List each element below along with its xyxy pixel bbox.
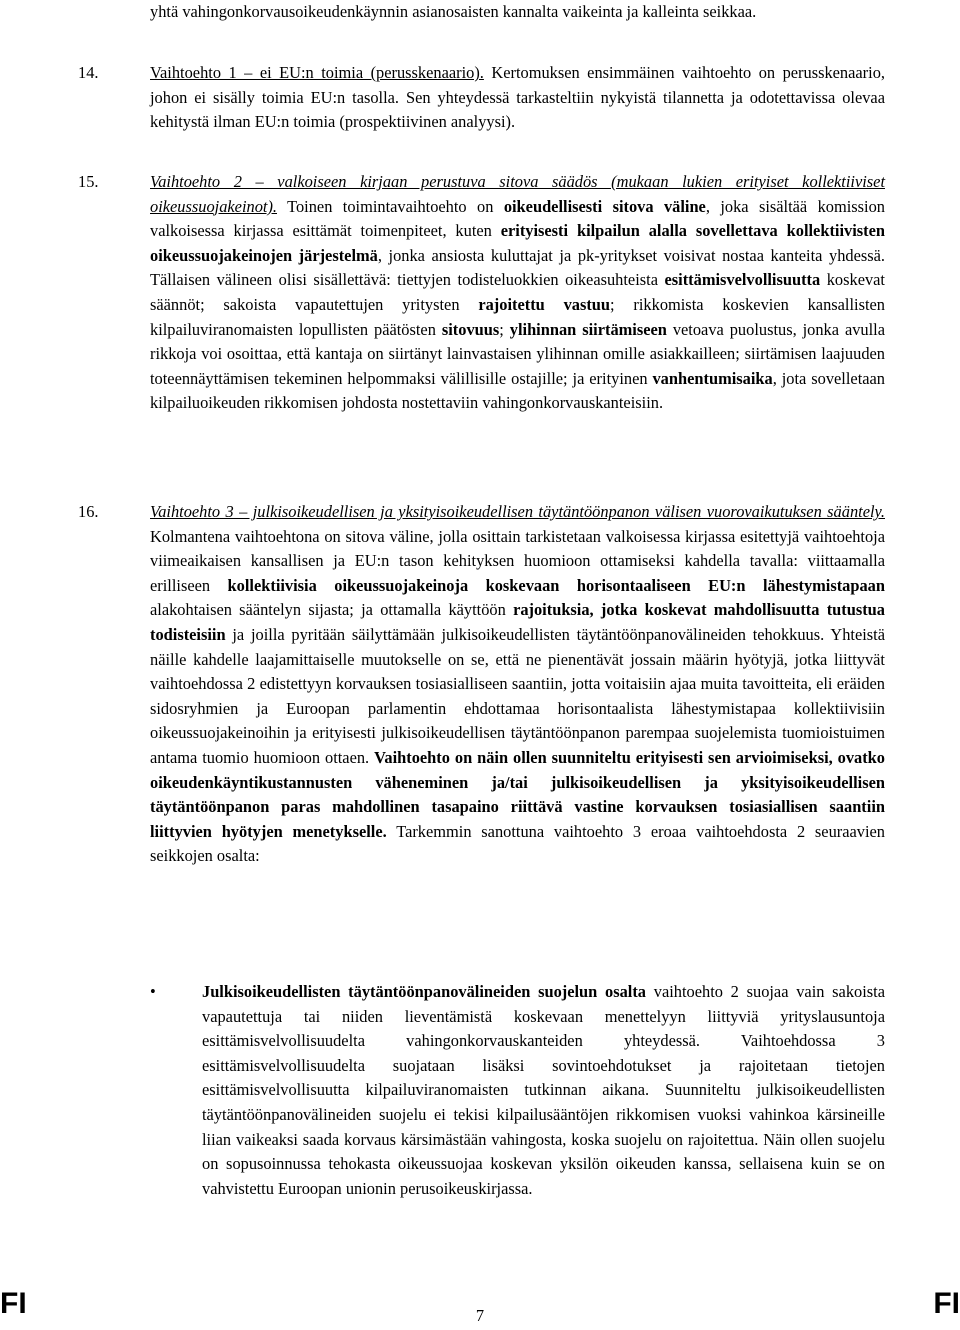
paragraph-heading: Vaihtoehto 3 – julkisoikeudellisen ja yksityisoikeudellisen täytäntöönpanon välisen vuorovaikutuksen sääntely. [150, 502, 885, 521]
bold-term: erityisesti kilpailun alalla sovellettava kollektiivisten oikeussuojakeinojen järjestelmä [150, 221, 885, 265]
text-segment: koskevat säännöt; sakoista vapautettujen yritysten [150, 270, 885, 314]
text-segment: Tarkemmin sanottuna vaihtoehto 3 eroaa vaihtoehdosta 2 seuraavien seikkojen osalta: [150, 821, 885, 866]
text-segment: Toinen toimintavaihtoehto on [277, 196, 504, 216]
bold-term: sitovuus [441, 319, 500, 339]
text-segment: , joka sisältää komission valkoisessa kirjassa esittämät toimenpiteet, kuten [150, 196, 886, 241]
bold-term: Vaihtoehto on näin ollen suunniteltu erityisesti sen arvioimiseksi, ovatko oikeudenkäyntikustannusten väheneminen ja/tai julkisoikeudellisen ja yksityisoikeudellisen täytäntöönpanon paras mahdollinen tasapaino riittävä vastine korvauksen tosiasiallisen saantiin liittyvien hyötyjen menetykselle. [150, 747, 885, 841]
text-segment: alakohtaisen sääntelyn sijasta; ja ottamalla käyttöön [150, 600, 514, 620]
bold-term: Julkisoikeudellisten täytäntöönpanovälineiden suojelun osalta [202, 982, 647, 1001]
bold-term: esittämisvelvollisuutta [664, 270, 821, 290]
paragraph-body [150, 500, 885, 869]
intro-paragraph: yhtä vahingonkorvausoikeudenkäynnin asianosaisten kannalta vaikeinta ja kalleinta seikkaa. [150, 2, 757, 21]
bold-term: rajoituksia, jotka koskevat mahdollisuutta tutustua todisteisiin [150, 600, 885, 644]
paragraph-text: Kertomuksen ensimmäinen vaihtoehto on perusskenaario, johon ei sisälly toimia EU:n tasolla. Sen yhteydessä tarkasteltiin nykyistä tilannetta ja odotettavissa olevaa kehitystä ilman EU:n toimia (prospektiivinen analyysi). [150, 63, 885, 132]
paragraph-number: 15. [78, 172, 99, 191]
paragraph-body [150, 61, 885, 135]
text-segment: vaihtoehto 2 suojaa vain sakoista vapautettuja tai niiden lieventämistä koskevaan menettelyyn liittyviä yrityslausuntoja esittämisvelvollisuudelta vahingonkorvauskanteiden yhteydessä. Vaihtoehdossa 3 esittämisvelvollisuudelta suojataan lisäksi sovintoehdotukset ja rajoitetaan tietojen esittämisvelvollisuutta kilpailuviranomaisten tutkinnan aikana. Suunniteltu julkisoikeudellisten täytäntöönpanovälineiden suojelu ei tekisi kilpailusääntöjen rikkomisen vuoksi vahinkoa kärsineille liian vaikeaksi saada korvaus kärsimästään vahingosta, koska suojelu on rajoitettua. Näin ollen suojelu on sopusoinnussa tehokasta oikeussuojaa koskevan yksilön oikeuden kanssa, sellaisena kuin se on vahvistettu Euroopan unionin perusoikeuskirjassa. [202, 982, 885, 1198]
paragraph-number: 14. [78, 63, 99, 82]
paragraph-heading: Vaihtoehto 1 – ei EU:n toimia (perusskenaario). [150, 63, 484, 82]
page-number: 7 [475, 1306, 485, 1325]
bold-term: kollektiivisia oikeussuojakeinoja koskevaan horisontaaliseen EU:n lähestymistapaan [227, 575, 885, 595]
text-segment: ja joilla pyritään säilyttämään julkisoikeudellisten täytäntöönpanovälineiden tehokkuus. Yhteistä näille kahdelle laajamittaiselle muutokselle on se, että ne pienentävät jossain määrin hyötyjä, jotka liittyvät vaihtoehdossa 2 edistettyyn korvauksen tosiasialliseen saantiin, jotta voitaisiin ajaa muita tavoitteita, eli eräiden sidosryhmien ja Euroopan parlamentin ehdottamaa horisontaalista lähestymistapaa kollektiivisiin oikeussuojakeinoihin ja erityisesti julkisoikeudellisen täytäntöönpanon parempaa suojelemista tuomioistuimen antama tuomio huomioon ottaen. [150, 624, 885, 767]
text-segment: vetoava puolustus, jonka avulla rikkoja voi osoittaa, että kantaja on siirtänyt lainvastaisen ylihinnan omille asiakkailleen; siirtämisen laajuuden toteennäyttämisen tekeminen helpommaksi välillisille ostajille; ja erityinen [150, 319, 886, 388]
bullet-text [202, 980, 885, 1201]
text-segment: , jonka ansiosta kuluttajat ja pk-yritykset voisivat nostaa kanteita yhdessä. Tällaisen välineen olisi sisällettävä: tiettyjen todisteluokkien oikeasuhteista [150, 245, 885, 290]
text-segment: ; rikkomista koskevien kansallisten kilpailuviranomaisten lopullisten päätösten [150, 294, 885, 339]
bullet-icon: • [150, 982, 156, 1001]
bold-term: ylihinnan siirtämiseen [509, 319, 667, 339]
text-segment: Kolmantena vaihtoehtona on sitova väline, jolla osittain tarkistetaan valkoisessa kirjassa esitettyjä vaihtoehtoja viimeaikaisen kansallisen ja EU:n tason kehityksen huomioon ottamiseksi kahdella tavalla: viittaamalla erilliseen [150, 526, 885, 595]
bold-term: vanhentumisaika [652, 368, 773, 388]
footer-language-left: FI [0, 1287, 27, 1320]
paragraph-heading: Vaihtoehto 2 – valkoiseen kirjaan perustuva sitova säädös (mukaan lukien erityiset kollektiiviset oikeussuojakeinot). [150, 172, 885, 216]
text-segment: , jota sovelletaan kilpailuoikeuden rikkomisen johdosta nostettaviin vahingonkorvauskanteisiin. [150, 368, 885, 413]
paragraph-body [150, 170, 885, 416]
footer-language-right: FI [933, 1287, 960, 1320]
bold-term: rajoitettu vastuu [478, 294, 611, 314]
paragraph-number: 16. [78, 502, 99, 521]
bold-term: oikeudellisesti sitova väline [503, 196, 706, 216]
text-segment: ; [499, 319, 510, 339]
